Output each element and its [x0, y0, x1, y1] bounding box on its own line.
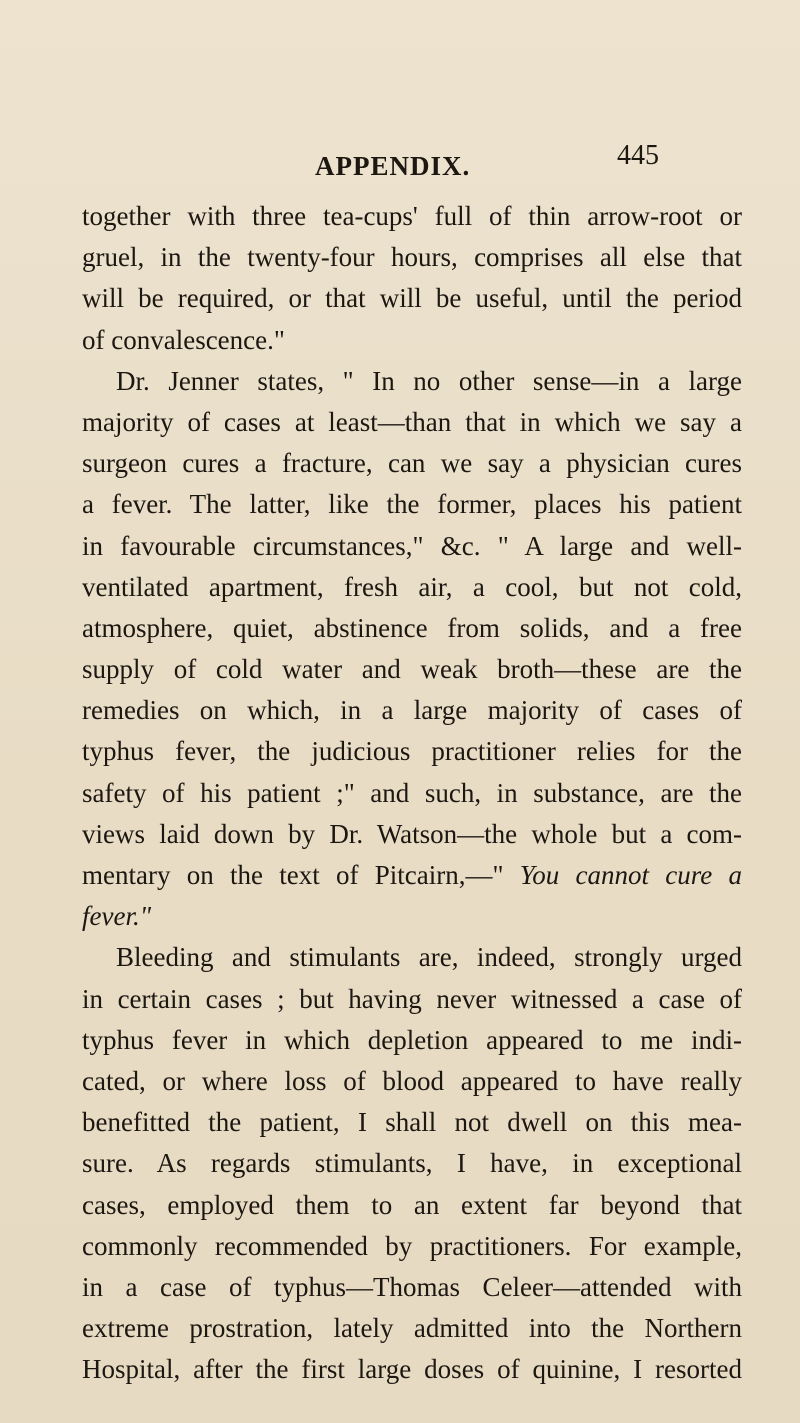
text-line: together with three tea-cups' full of thin arrow-root or	[82, 201, 742, 231]
body-text	[82, 196, 742, 1390]
text-line: commonly recommended by practitioners. For example,	[82, 1230, 742, 1261]
text-line: surgeon cures a fracture, can we say a physician cures	[82, 448, 742, 479]
text-line: Hospital, after the first large doses of quinine, I resorted	[82, 1354, 742, 1385]
text-line: ventilated apartment, fresh air, a cool, but not cold,	[82, 571, 742, 602]
text-line: views laid down by Dr. Watson—the whole but a com-	[82, 818, 742, 849]
text-line: typhus fever in which depletion appeared to me indi-	[82, 1024, 742, 1055]
text-line: benefitted the patient, I shall not dwell on this mea-	[82, 1107, 742, 1138]
italic-quote: You cannot cure a	[519, 860, 742, 890]
text-segment: mentary on the text of Pitcairn,—"	[82, 860, 520, 890]
text-line-with-italic	[82, 855, 742, 896]
text-line: a fever. The latter, like the former, places his patient	[82, 489, 742, 520]
text-line: extreme prostration, lately admitted into the Northern	[82, 1313, 742, 1344]
running-title: APPENDIX.	[315, 151, 471, 181]
text-line: cases, employed them to an extent far beyond that	[82, 1189, 742, 1220]
text-line: atmosphere, quiet, abstinence from solids, and a free	[82, 612, 742, 643]
text-line: in a case of typhus—Thomas Celeer—attended with	[82, 1271, 742, 1302]
page-number: 445	[617, 140, 659, 171]
text-line: supply of cold water and weak broth—these are the	[82, 654, 742, 685]
italic-quote-end: fever."	[82, 901, 152, 932]
text-line: will be required, or that will be useful, until the period	[82, 283, 742, 314]
text-line: Bleeding and stimulants are, indeed, strongly urged	[116, 942, 742, 973]
text-line: majority of cases at least—than that in which we say a	[82, 406, 742, 437]
text-line: cated, or where loss of blood appeared to have really	[82, 1065, 742, 1096]
text-line: of convalescence."	[82, 324, 285, 355]
text-line: Dr. Jenner states, " In no other sense—in a large	[116, 365, 742, 396]
text-line: remedies on which, in a large majority of cases of	[82, 695, 742, 726]
text-line: sure. As regards stimulants, I have, in exceptional	[82, 1148, 742, 1179]
text-line: typhus fever, the judicious practitioner relies for the	[82, 736, 742, 767]
text-line: in favourable circumstances," &c. " A large and well-	[82, 530, 742, 561]
running-head	[0, 140, 800, 186]
text-line	[82, 896, 742, 937]
text-line: gruel, in the twenty-four hours, comprises all else that	[82, 242, 742, 273]
text-line: in certain cases ; but having never witnessed a case of	[82, 983, 742, 1014]
text-line: safety of his patient ;" and such, in substance, are the	[82, 777, 742, 808]
